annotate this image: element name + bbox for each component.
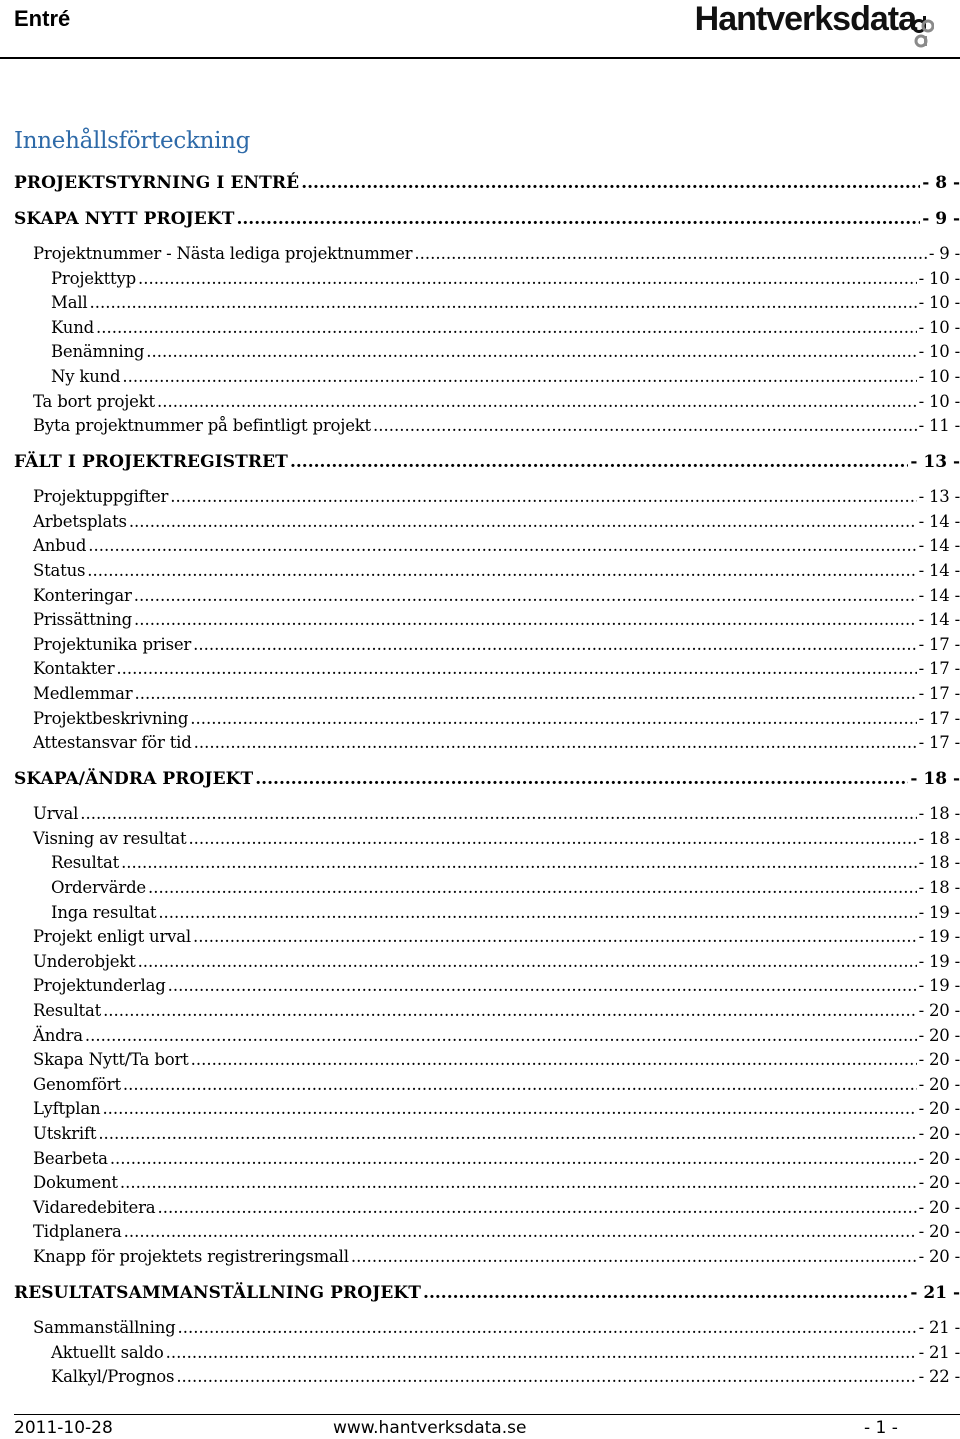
toc-entry-label: Genomfört [33, 1074, 121, 1094]
toc-entry-label: Skapa Nytt/Ta bort [33, 1050, 189, 1070]
toc-entry-label: Inga resultat [51, 902, 157, 922]
toc-entry-label: SKAPA/ÄNDRA PROJEKT [14, 768, 254, 789]
toc-entry[interactable] [33, 1000, 960, 1022]
toc-entry-page: - 20 - [918, 1173, 960, 1193]
toc-dot-leader [148, 877, 917, 899]
toc-entry-page: - 13 - [910, 451, 960, 472]
toc-entry[interactable] [51, 268, 960, 290]
toc-entry[interactable] [33, 486, 960, 508]
toc-entry-label: Sammanställning [33, 1318, 176, 1337]
toc-dot-leader [138, 951, 917, 973]
toc-dot-leader [188, 828, 916, 850]
toc-entry-label: Utskrift [33, 1124, 97, 1143]
toc-entry-label: Ordervärde [51, 878, 147, 897]
toc-dot-leader [301, 172, 920, 194]
toc-entry-page: - 10 - [918, 293, 960, 313]
toc-entry[interactable] [33, 585, 960, 607]
toc-dot-leader [176, 1366, 916, 1388]
toc-entry[interactable] [14, 451, 960, 473]
toc-dot-leader [193, 634, 916, 656]
header-title: Entré [14, 6, 71, 31]
toc-entry-label: Projektbeskrivning [33, 708, 189, 728]
toc-entry-page: - 9 - [922, 208, 960, 229]
toc-entry-page: - 20 - [918, 1148, 960, 1168]
toc-entry-page: - 21 - [918, 1342, 960, 1362]
toc-entry[interactable] [33, 535, 960, 557]
toc-entry-page: - 18 - [910, 768, 960, 789]
toc-dot-leader [255, 768, 908, 790]
toc-entry[interactable] [33, 975, 960, 997]
toc-entry-page: - 19 - [918, 902, 960, 922]
toc-entry[interactable] [14, 1282, 960, 1304]
toc-dot-leader [236, 208, 920, 230]
toc-entry[interactable] [33, 1197, 960, 1219]
toc-entry[interactable] [51, 852, 960, 874]
toc-entry[interactable] [33, 1074, 960, 1096]
toc-dot-leader [158, 902, 916, 924]
toc-entry[interactable] [51, 1342, 960, 1364]
toc-entry-page: - 21 - [918, 1318, 960, 1337]
toc-entry-label: Projektuppgifter [33, 487, 169, 507]
toc-entry-label: Anbud [33, 536, 87, 556]
toc-entry-page: - 11 - [918, 416, 960, 436]
toc-entry-label: Kalkyl/Prognos [51, 1367, 175, 1387]
toc-entry-page: - 18 - [918, 878, 960, 897]
toc-entry[interactable] [33, 732, 960, 754]
toc-entry-label: Ta bort projekt [33, 391, 155, 411]
toc-dot-leader [121, 852, 917, 874]
toc-entry-page: - 8 - [922, 173, 960, 193]
footer-url: www.hantverksdata.se [333, 1418, 527, 1438]
toc-entry[interactable] [33, 511, 960, 533]
toc-entry-page: - 19 - [918, 951, 960, 971]
toc-entry[interactable] [33, 658, 960, 680]
toc-entry[interactable] [33, 415, 960, 437]
toc-entry[interactable] [33, 1098, 960, 1120]
toc-entry[interactable] [33, 1148, 960, 1170]
footer-page-number: - 1 - [864, 1418, 898, 1438]
toc-entry-label: Ny kund [51, 367, 121, 386]
toc-dot-leader [110, 1148, 917, 1170]
toc-dot-leader [129, 511, 917, 533]
toc-entry[interactable] [51, 317, 960, 339]
toc-entry-label: Vidaredebitera [33, 1197, 156, 1217]
toc-entry-label: Aktuellt saldo [51, 1342, 164, 1362]
toc-entry-page: - 17 - [918, 684, 960, 703]
hantverksdata-logo [695, 0, 934, 50]
toc-entry-label: Attestansvar för tid [33, 733, 192, 753]
toc-entry-label: Knapp för projektets registreringsmall [33, 1247, 349, 1266]
toc-entry-page: - 14 - [918, 511, 960, 531]
toc-entry[interactable] [51, 877, 960, 899]
logo-wordmark: Hantverksdata [694, 0, 916, 38]
toc-entry-label: Underobjekt [33, 951, 136, 971]
toc-entry-page: - 17 - [918, 659, 960, 679]
toc-entry[interactable] [33, 708, 960, 730]
toc-entry-label: FÄLT I PROJEKTREGISTRET [14, 451, 288, 472]
toc-entry-page: - 17 - [918, 708, 960, 728]
toc-entry-page: - 14 - [918, 585, 960, 605]
toc-entry-page: - 10 - [918, 342, 960, 362]
toc-entry-label: SKAPA NYTT PROJEKT [14, 208, 235, 229]
toc-dot-leader [134, 683, 916, 705]
toc-dot-leader [191, 1049, 917, 1071]
toc-entry-page: - 14 - [918, 536, 960, 556]
toc-entry-page: - 18 - [918, 853, 960, 873]
toc-dot-leader [96, 317, 917, 339]
toc-dot-leader [103, 1000, 917, 1022]
toc-entry-label: Ändra [33, 1025, 83, 1045]
toc-entry-page: - 9 - [928, 244, 960, 263]
toc-entry-page: - 14 - [918, 610, 960, 630]
toc-entry-label: Resultat [51, 853, 120, 873]
toc-entry-page: - 10 - [918, 317, 960, 337]
toc-entry-label: Mall [51, 293, 88, 313]
toc-entry-page: - 20 - [918, 1124, 960, 1143]
toc-dot-leader [373, 415, 917, 437]
toc-entry[interactable] [33, 828, 960, 850]
toc-entry-label: Bearbeta [33, 1148, 108, 1168]
toc-entry-page: - 20 - [918, 1222, 960, 1242]
toc-entry[interactable] [33, 683, 960, 705]
toc-entry-label: Byta projektnummer på befintligt projekt [33, 416, 371, 436]
toc-entry-label: Kontakter [33, 659, 115, 679]
toc-entry-label: Projekt enligt urval [33, 927, 192, 947]
toc-entry-page: - 18 - [918, 804, 960, 824]
toc-entry-page: - 19 - [918, 976, 960, 996]
toc-dot-leader [194, 732, 917, 754]
toc-entry-label: Prissättning [33, 610, 132, 630]
toc-entry-label: Kund [51, 317, 94, 337]
page-header [0, 0, 960, 62]
footer-date: 2011-10-28 [14, 1418, 113, 1438]
toc-dot-leader [88, 535, 916, 557]
toc-entry[interactable] [51, 292, 960, 314]
toc-entry[interactable] [33, 609, 960, 631]
toc-entry-label: Resultat [33, 1001, 102, 1020]
toc-entry-page: - 20 - [918, 1050, 960, 1070]
toc-dot-leader [116, 658, 916, 680]
toc-entry-page: - 19 - [918, 927, 960, 947]
toc-entry[interactable] [51, 366, 960, 388]
toc-entry[interactable] [33, 926, 960, 948]
toc-dot-leader [122, 366, 916, 388]
toc-dot-leader [87, 560, 916, 582]
toc-entry-page: - 21 - [910, 1282, 960, 1303]
toc-dot-leader [190, 708, 916, 730]
toc-dot-leader [120, 1172, 917, 1194]
toc-entry-label: Konteringar [33, 585, 132, 605]
toc-dot-leader [138, 268, 917, 290]
toc-entry[interactable] [14, 208, 960, 230]
toc-dot-leader [166, 1342, 917, 1364]
toc-dot-leader [290, 451, 908, 473]
toc-dot-leader [90, 292, 917, 314]
toc-dot-leader [85, 1025, 917, 1047]
toc-entry-label: Projektnummer - Nästa lediga projektnummer [33, 244, 413, 263]
toc-entry-page: - 14 - [918, 561, 960, 580]
toc-entry[interactable] [33, 560, 960, 582]
toc-entry-label: Status [33, 561, 86, 580]
toc-entry[interactable] [33, 1049, 960, 1071]
toc-entry-page: - 10 - [918, 367, 960, 386]
toc-entry-page: - 18 - [918, 828, 960, 848]
toc-dot-leader [146, 341, 916, 363]
logo-mark-icon [912, 10, 934, 50]
toc-entry-label: Lyftplan [33, 1099, 101, 1119]
toc-dot-leader [351, 1246, 917, 1268]
toc-entry[interactable] [51, 902, 960, 924]
toc-dot-leader [414, 243, 926, 265]
toc-entry[interactable] [33, 1246, 960, 1268]
toc-entry[interactable] [33, 243, 960, 265]
toc-entry-page: - 10 - [918, 268, 960, 288]
toc-entry-label: Arbetsplats [33, 511, 127, 531]
toc-entry[interactable] [33, 1317, 960, 1339]
toc-dot-leader [193, 926, 917, 948]
toc-entry-label: Medlemmar [33, 684, 133, 703]
toc-entry[interactable] [51, 341, 960, 363]
toc-dot-leader [123, 1074, 917, 1096]
toc-dot-leader [134, 585, 917, 607]
toc-entry-page: - 10 - [918, 391, 960, 411]
toc-dot-leader [423, 1282, 908, 1304]
header-divider [0, 57, 960, 59]
toc-entry-label: Projektunika priser [33, 634, 192, 654]
toc-entry[interactable] [33, 1025, 960, 1047]
toc-entry[interactable] [33, 634, 960, 656]
toc-entry-page: - 20 - [918, 1001, 960, 1020]
toc-entry-label: Benämning [51, 342, 145, 362]
footer-divider [14, 1414, 960, 1415]
toc-entry[interactable] [33, 951, 960, 973]
toc-dot-leader [98, 1123, 916, 1145]
toc-entry-label: PROJEKTSTYRNING I ENTRÉ [14, 173, 300, 193]
toc-entry-label: Tidplanera [33, 1222, 122, 1242]
toc-entry[interactable] [33, 803, 960, 825]
toc-entry-label: Dokument [33, 1173, 118, 1193]
toc-dot-leader [124, 1221, 917, 1243]
toc-entry-label: Urval [33, 804, 79, 824]
toc-entry[interactable] [33, 1172, 960, 1194]
toc-entry[interactable] [33, 1123, 960, 1145]
toc-dot-leader [157, 1197, 916, 1219]
toc-dot-leader [168, 975, 917, 997]
toc-entry-page: - 20 - [918, 1197, 960, 1217]
toc-entry-page: - 20 - [918, 1025, 960, 1045]
toc-entry-page: - 17 - [918, 733, 960, 753]
toc-heading: Innehållsförteckning [14, 128, 251, 154]
toc-dot-leader [177, 1317, 916, 1339]
toc-entry-label: Visning av resultat [33, 828, 187, 848]
toc-dot-leader [170, 486, 916, 508]
toc-dot-leader [157, 391, 917, 413]
toc-entry-label: Projekttyp [51, 268, 136, 288]
toc-entry[interactable] [14, 172, 960, 194]
toc-dot-leader [134, 609, 917, 631]
toc-entry-page: - 13 - [918, 487, 960, 507]
toc-entry-label: Projektunderlag [33, 976, 166, 996]
toc-entry[interactable] [14, 768, 960, 790]
toc-entry[interactable] [51, 1366, 960, 1388]
toc-entry-page: - 20 - [918, 1247, 960, 1266]
toc-entry-page: - 20 - [918, 1099, 960, 1119]
toc-dot-leader [102, 1098, 916, 1120]
toc-entry-label: RESULTATSAMMANSTÄLLNING PROJEKT [14, 1282, 422, 1303]
toc-entry-page: - 20 - [918, 1074, 960, 1094]
toc-entry-page: - 17 - [918, 634, 960, 654]
toc-entry[interactable] [33, 1221, 960, 1243]
toc-entry-page: - 22 - [918, 1367, 960, 1387]
toc-entry[interactable] [33, 391, 960, 413]
toc-dot-leader [80, 803, 916, 825]
